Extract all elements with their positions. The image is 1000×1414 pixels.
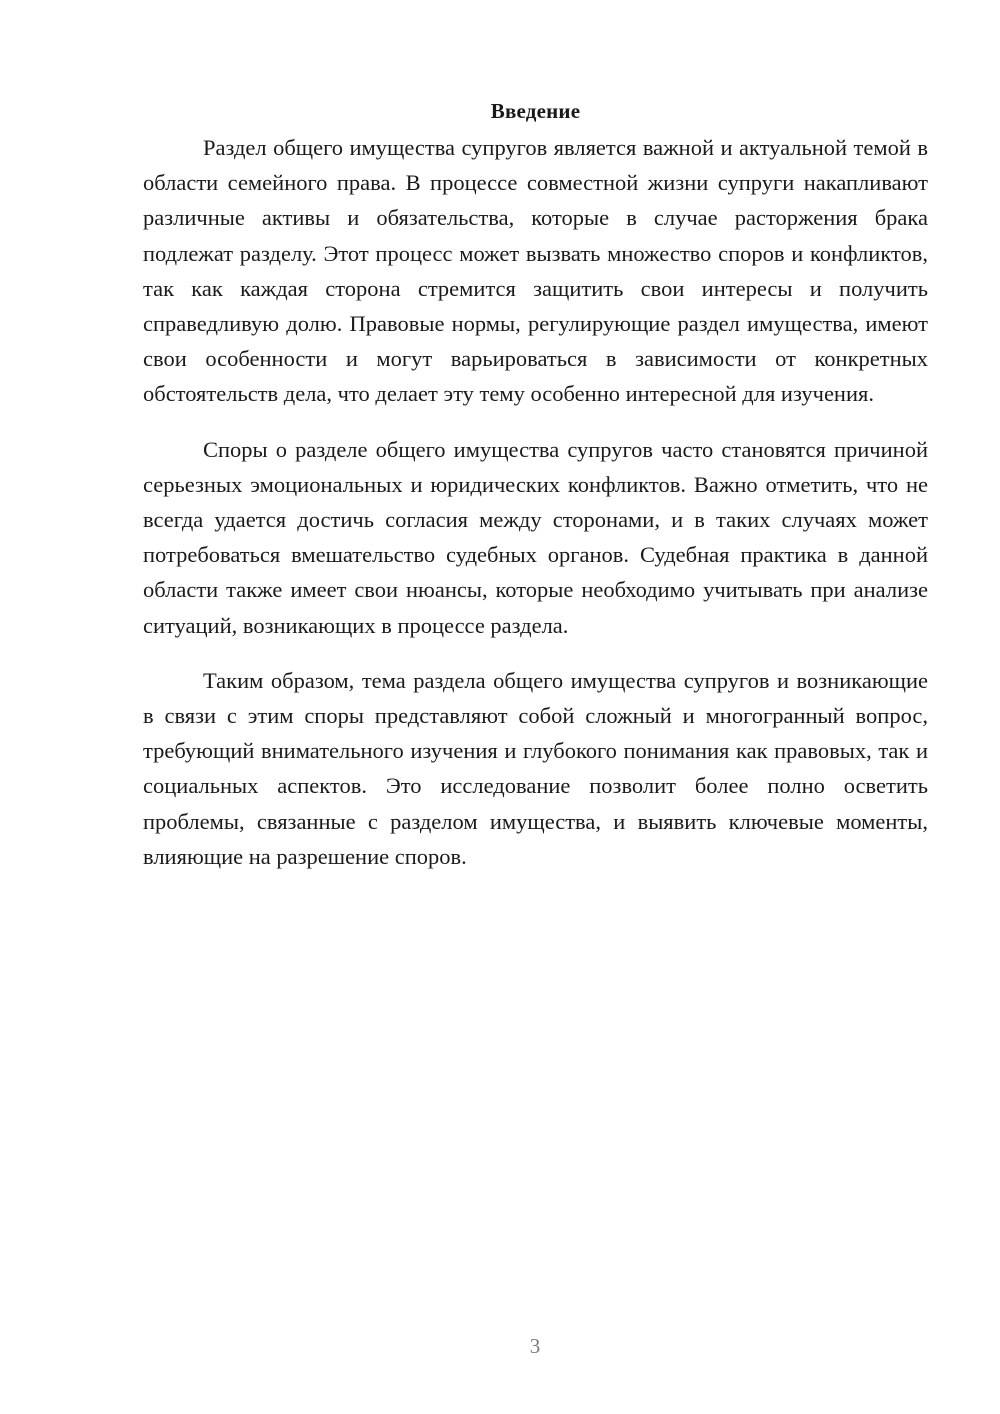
paragraph-1: Раздел общего имущества супругов является важной и актуальной темой в области семейного права. В процессе совместной жизни супруги накапливают различные активы и обязательства, которые в случае расторжения брака подлежат разделу. Этот процесс может вызвать множество споров и конфликтов, так как каждая сторона стремится защитить свои интересы и получить справедливую долю. Правовые нормы, регулирующие раздел имущества, имеют свои особенности и могут варьироваться в зависимости от конкретных обстоятельств дела, что делает эту тему особенно интересной для изучения. <box>143 135 928 407</box>
paragraph-3: Таким образом, тема раздела общего имущества супругов и возникающие в связи с этим споры представляют собой сложный и многогранный вопрос, требующий внимательного изучения и глубокого понимания как правовых, так и социальных аспектов. Это исследование позволит более полно осветить проблемы, связанные с разделом имущества, и выявить ключевые моменты, влияющие на разрешение споров. <box>143 667 928 869</box>
section-heading: Введение <box>490 99 581 123</box>
page-content <box>143 96 928 874</box>
paragraph-2: Споры о разделе общего имущества супругов часто становятся причиной серьезных эмоциональных и юридических конфликтов. Важно отметить, что не всегда удается достичь согласия между сторонами, и в таких случаях может потребоваться вмешательство судебных органов. Судебная практика в данной области также имеет свои нюансы, которые необходимо учитывать при анализе ситуаций, возникающих в процессе раздела. <box>143 436 928 638</box>
page-number: 3 <box>529 1334 541 1358</box>
